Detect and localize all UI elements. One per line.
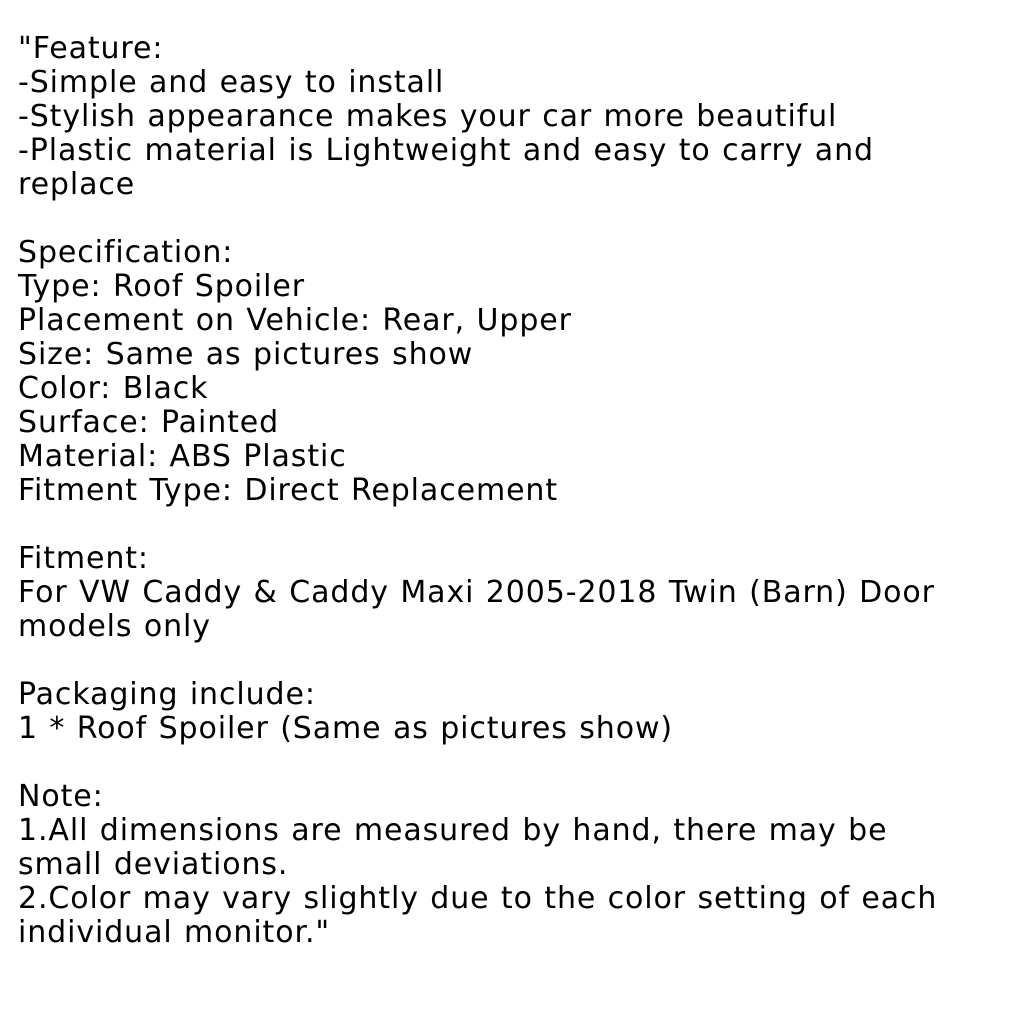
fitment-item: For VW Caddy & Caddy Maxi 2005-2018 Twin (Barn) Door [18, 575, 935, 610]
packaging-heading: Packaging include: [18, 677, 316, 712]
fitment-heading: Fitment: [18, 541, 149, 576]
spec-type: Type: Roof Spoiler [18, 269, 305, 304]
section-gap [18, 508, 1008, 542]
feature-item: replace [18, 167, 136, 202]
feature-item: -Simple and easy to install [18, 65, 445, 100]
feature-heading: "Feature: [18, 31, 164, 66]
note-heading: Note: [18, 779, 104, 814]
packaging-item: 1 * Roof Spoiler (Same as pictures show) [18, 711, 673, 746]
note-item: 1.All dimensions are measured by hand, there may be [18, 813, 888, 848]
note-item: 2.Color may vary slightly due to the color setting of each [18, 881, 938, 916]
section-gap [18, 202, 1008, 236]
section-gap [18, 644, 1008, 678]
packaging-section [18, 678, 1008, 746]
section-gap [18, 746, 1008, 780]
specification-heading: Specification: [18, 235, 234, 270]
note-item: small deviations. [18, 847, 289, 882]
feature-section [18, 32, 1008, 202]
feature-item: -Plastic material is Lightweight and easy to carry and [18, 133, 874, 168]
spec-color: Color: Black [18, 371, 209, 406]
note-item: individual monitor." [18, 915, 331, 950]
fitment-section [18, 542, 1008, 644]
spec-placement: Placement on Vehicle: Rear, Upper [18, 303, 572, 338]
spec-material: Material: ABS Plastic [18, 439, 347, 474]
note-section [18, 780, 1008, 950]
spec-fitment-type: Fitment Type: Direct Replacement [18, 473, 558, 508]
fitment-item: models only [18, 609, 211, 644]
product-description [18, 32, 1008, 950]
spec-size: Size: Same as pictures show [18, 337, 474, 372]
feature-item: -Stylish appearance makes your car more beautiful [18, 99, 838, 134]
specification-section [18, 236, 1008, 508]
spec-surface: Surface: Painted [18, 405, 280, 440]
